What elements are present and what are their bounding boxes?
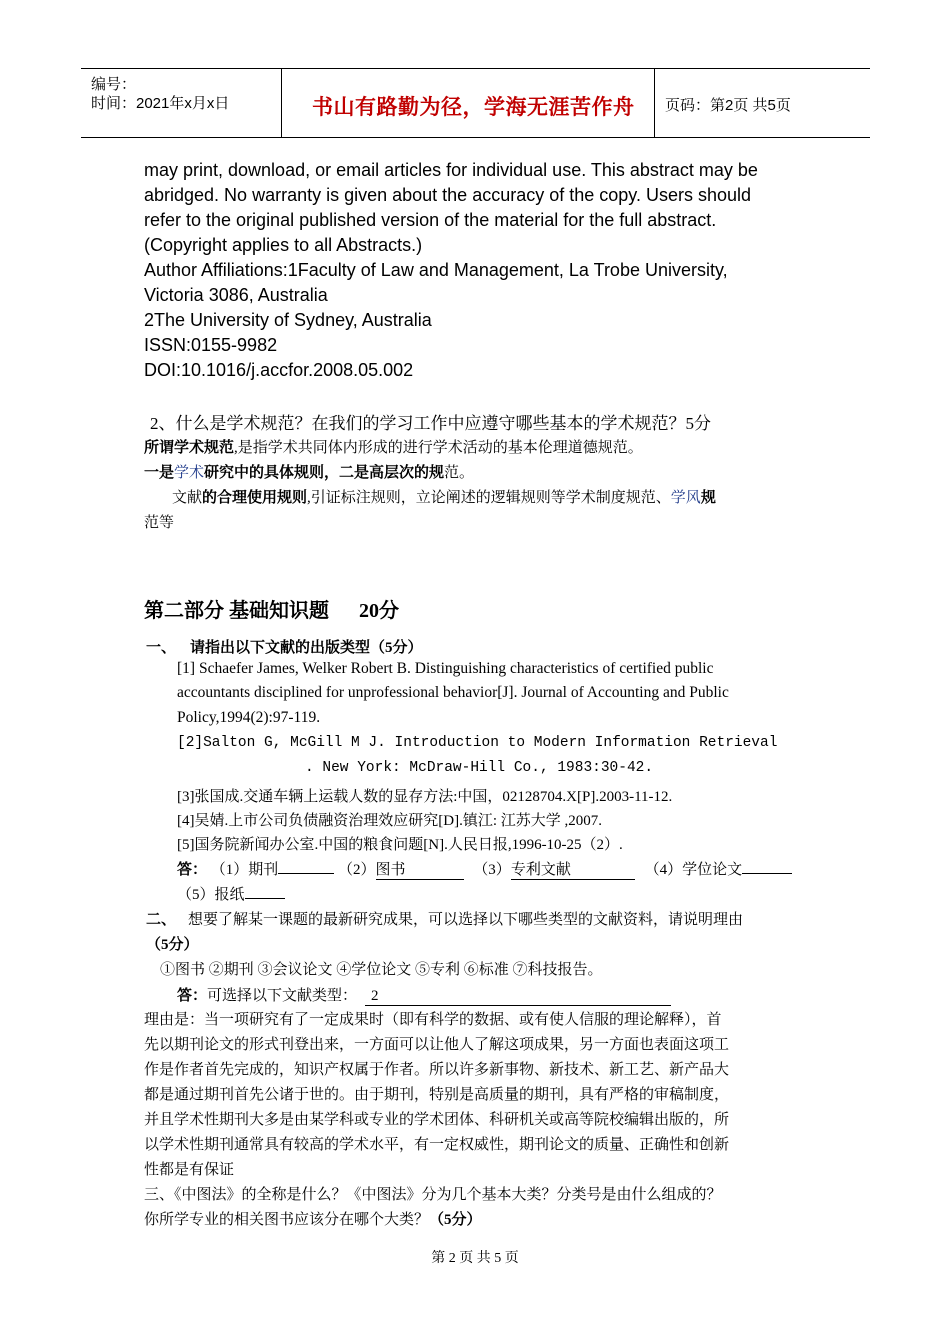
- answer-blank: 2: [365, 988, 671, 1006]
- page-header: [81, 68, 870, 138]
- q2-link-term: 学术: [174, 465, 205, 481]
- header-page-code: 页码：第2页 共5页: [665, 97, 791, 114]
- q2-answer-line: 范等: [144, 515, 175, 531]
- reference-line: [1] Schaefer James, Welker Robert B. Distinguishing characteristics of certified public: [177, 660, 714, 677]
- subquestion-number: 一、: [146, 640, 177, 656]
- subquestion-3: 三、《中图法》的全称是什么？《中图法》分为几个基本大类？分类号是由什么组成的？: [144, 1187, 722, 1203]
- author-affiliation: Author Affiliations:1Faculty of Law and Management, La Trobe University,: [144, 260, 728, 280]
- reference-line: accountants disciplined for unprofessional behavior[J]. Journal of Accounting and Public: [177, 684, 729, 701]
- abstract-line: may print, download, or email articles for individual use. This abstract may be: [144, 160, 758, 180]
- q2-text: 研究中的具体规则，二是高层次的规: [204, 465, 445, 481]
- header-number: 编号：: [91, 76, 137, 93]
- header-info-cell: [81, 69, 281, 137]
- subquestion-title: 你所学专业的相关图书应该分在哪个大类？: [144, 1212, 430, 1228]
- subquestion-2: [146, 908, 743, 929]
- answer-row: [177, 883, 285, 904]
- reason-line: 并且学术性期刊大多是由某学科或专业的学术团体、科研机关或高等院校编辑出版的，所: [144, 1112, 730, 1128]
- reason-line: 作是作者首先完成的，知识产权属于作者。所以许多新事物、新技术、新工艺、新产品大: [144, 1062, 730, 1078]
- answer-blank: 专利文献: [511, 858, 635, 880]
- page-footer: 第 2 页 共 5 页: [431, 1251, 519, 1266]
- answer-blank: 图书: [376, 858, 464, 880]
- answer-item: （3）: [473, 862, 511, 878]
- q2-answer-line: [172, 486, 716, 507]
- question-2: 2、什么是学术规范？在我们的学习工作中应遵守哪些基本的学术规范？5分: [150, 414, 711, 433]
- q2-text: ,是指学术共同体内形成的进行学术活动的基本伦理道德规范。: [234, 440, 643, 456]
- header-motto: 书山有路勤为径，学海无涯苦作舟: [312, 95, 635, 119]
- subquestion-title: 想要了解某一课题的最新研究成果，可以选择以下哪些类型的文献资料，请说明理由: [188, 912, 744, 928]
- doi: DOI:10.1016/j.accfor.2008.05.002: [144, 360, 414, 380]
- abstract-line: abridged. No warranty is given about the accuracy of the copy. Users should: [144, 185, 751, 205]
- subquestion-3: [144, 1208, 482, 1229]
- abstract-line: (Copyright applies to all Abstracts.): [144, 235, 423, 255]
- reason-line: 理由是：当一项研究有了一定成果时（即有科学的数据、或有使人信服的理论解释），首: [144, 1012, 722, 1028]
- q2-term: 所谓学术规范: [144, 440, 235, 456]
- answer-row: [177, 858, 792, 880]
- answer-blank: [742, 873, 792, 874]
- q2-text: 规: [700, 490, 716, 506]
- header-page-cell: [655, 69, 870, 137]
- section-title-text: 第二部分 基础知识题: [144, 600, 329, 622]
- q2-answer-line: [144, 436, 643, 457]
- subquestion-number: 二、: [146, 912, 177, 928]
- header-motto-cell: [282, 69, 654, 137]
- subquestion-2-score: （5分）: [146, 937, 199, 953]
- author-affiliation: Victoria 3086, Australia: [144, 285, 328, 305]
- q2-text: 一是: [144, 465, 175, 481]
- answer-blank: [278, 873, 334, 874]
- q2-text: ,引证标注规则，立论阐述的逻辑规则等学术制度规范、: [307, 490, 671, 506]
- q2-answer-line: [144, 461, 474, 482]
- reason-line: 都是通过期刊首先公诸于世的。由于期刊，特别是高质量的期刊，具有严格的审稿制度，: [144, 1087, 730, 1103]
- section-score: 20分: [359, 600, 399, 622]
- reference-line: . New York: McDraw-Hill Co., 1983:30-42.: [305, 760, 654, 776]
- q2-text: 范。: [444, 465, 475, 481]
- reference-line: [5]国务院新闻办公室.中国的粮食问题[N].人民日报,1996-10-25（2）.: [177, 837, 623, 853]
- reference-line: [4]吴婧.上市公司负债融资治理效应研究[D].镇江: 江苏大学 ,2007.: [177, 813, 602, 829]
- answer-blank: [245, 898, 285, 899]
- answer-item: （1）期刊: [210, 862, 279, 878]
- answer-item: （4）学位论文: [644, 862, 743, 878]
- subquestion-1: [146, 636, 423, 657]
- subquestion-title: 请指出以下文献的出版类型（5分）: [190, 640, 423, 656]
- abstract-line: refer to the original published version of the material for the full abstract.: [144, 210, 717, 230]
- q2-link-term: 学风: [670, 490, 701, 506]
- subquestion-score: （5分）: [429, 1212, 482, 1228]
- answer-text: 可选择以下文献类型：: [207, 988, 358, 1004]
- header-time: 时间：2021年x月x日: [91, 95, 230, 112]
- answer-label: 答：: [177, 988, 208, 1004]
- subquestion-2-answer: [177, 984, 671, 1006]
- issn: ISSN:0155-9982: [144, 335, 278, 355]
- answer-item: （5）报纸: [177, 887, 245, 903]
- reason-line: 先以期刊论文的形式刊登出来，一方面可以让他人了解这项成果，另一方面也表面这项工: [144, 1037, 730, 1053]
- author-affiliation: 2The University of Sydney, Australia: [144, 310, 432, 330]
- options-list: ①图书 ②期刊 ③会议论文 ④学位论文 ⑤专利 ⑥标准 ⑦科技报告。: [160, 962, 603, 978]
- q2-text: 文献: [172, 490, 203, 506]
- q2-text: 的合理使用规则: [202, 490, 308, 506]
- answer-item: （2）: [338, 862, 376, 878]
- reason-line: 以学术性期刊通常具有较高的学术水平，有一定权威性，期刊论文的质量、正确性和创新: [144, 1137, 730, 1153]
- reference-line: Policy,1994(2):97-119.: [177, 709, 321, 726]
- reference-line: [2]Salton G, McGill M J. Introduction to Modern Information Retrieval: [177, 735, 778, 751]
- section-title: [144, 594, 399, 623]
- answer-label: 答：: [177, 862, 208, 878]
- reference-line: [3]张国成.交通车辆上运载人数的显存方法:中国，02128704.X[P].2003-11-12.: [177, 789, 673, 805]
- reason-line: 性都是有保证: [144, 1162, 235, 1178]
